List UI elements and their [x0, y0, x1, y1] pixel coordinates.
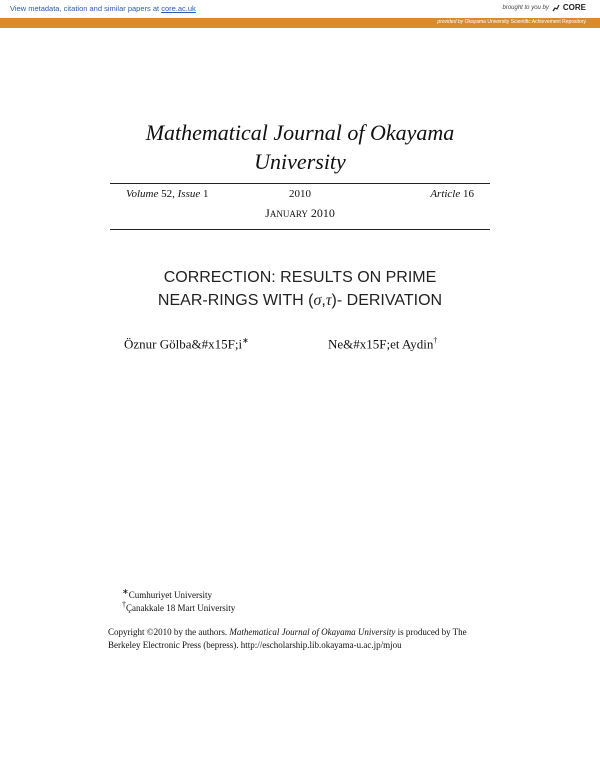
author-mark: † — [433, 336, 438, 345]
author-2 — [328, 336, 437, 352]
core-metadata-link[interactable] — [10, 4, 196, 13]
year: 2010 — [289, 188, 311, 200]
journal-title — [110, 118, 490, 176]
paper-title-line1: CORRECTION: RESULTS ON PRIME — [163, 269, 437, 286]
copyright-symbol: © — [146, 627, 154, 637]
author-1 — [124, 336, 249, 352]
core-logo-icon — [552, 4, 560, 12]
repository-name[interactable]: Okayama University Scientific Achievement Repository — [464, 19, 586, 25]
paper-title — [100, 266, 500, 312]
publication-date: JANUARY 2010 — [265, 206, 335, 220]
author-mark: ∗ — [242, 336, 249, 345]
article-number: Article 16 — [430, 188, 474, 200]
journal-title-line2: University — [254, 149, 346, 174]
affiliation-1: ∗Cumhuriyet University — [122, 587, 212, 600]
affiliation-2: †Çanakkale 18 Mart University — [122, 600, 236, 613]
brought-by-text: brought to you by — [502, 4, 549, 11]
provider-banner — [0, 18, 600, 28]
core-brand[interactable] — [503, 3, 587, 12]
author-name: Ne&#x15F;et Aydin — [328, 336, 434, 352]
bottom-rule — [110, 229, 490, 230]
provided-by-label: provided by — [437, 19, 464, 25]
provider-text — [437, 19, 586, 25]
top-rule — [110, 183, 490, 184]
author-name: Öznur Gölba&#x15F;i — [124, 336, 243, 352]
volume-issue: Volume 52, Issue 1 — [126, 188, 209, 200]
core-link-domain[interactable]: core.ac.uk — [161, 4, 196, 13]
core-banner — [0, 0, 600, 18]
copyright-notice: Copyright ©2010 by the authors. Mathematical Journal of Okayama University is produced by The Berkeley Electronic Press (bepress). http://escholarship.lib.okayama-u.ac.jp/mjou — [108, 627, 467, 650]
core-logo-text: CORE — [562, 3, 586, 12]
core-link-prefix: View metadata, citation and similar papers at — [10, 4, 162, 13]
journal-title-line1: Mathematical Journal of Okayama — [145, 120, 455, 145]
paper-title-line2: NEAR-RINGS WITH (σ,τ)- DERIVATION — [157, 292, 443, 309]
